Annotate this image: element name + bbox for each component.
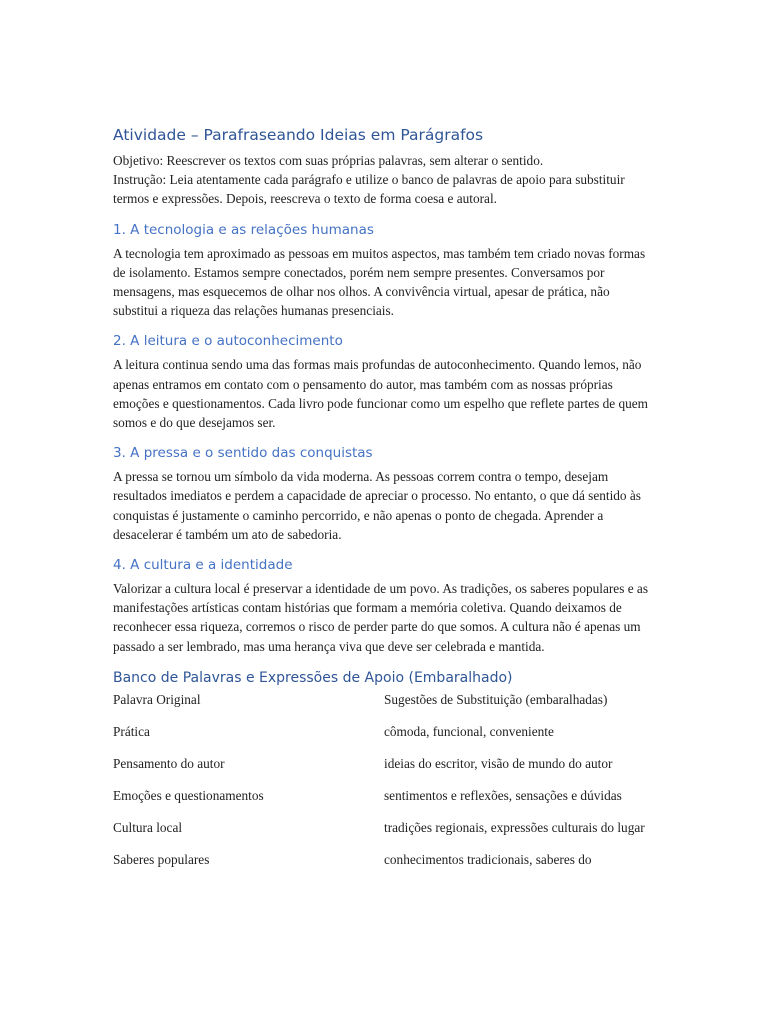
section-heading: 4. A cultura e a identidade [113, 557, 293, 574]
table-cell-suggestions: sentimentos e reflexões, sensações e dúvidas [384, 787, 622, 803]
table-row [113, 754, 658, 786]
section-heading: 1. A tecnologia e as relações humanas [113, 221, 374, 238]
section-paragraph: A pressa se tornou um símbolo da vida moderna. As pessoas correm contra o tempo, desejam resultados imediatos e perdem a capacidade de apreciar o processo. No entanto, o que dá sentido às conquistas é justamente o caminho percorrido, e não apenas o ponto de chegada. Aprender a desacelerar é também um ato de sabedoria. [113, 469, 641, 542]
section-paragraph: A tecnologia tem aproximado as pessoas em muitos aspectos, mas também tem criado novas formas de isolamento. Estamos sempre conectados, porém nem sempre presentes. Conversamos por mensagens, mas esquecemos de olhar nos olhos. A convivência virtual, apesar de prática, não substitui a riqueza das relações humanas presenciais. [113, 245, 646, 319]
table-cell-suggestions: ideias do escritor, visão de mundo do autor [384, 755, 613, 771]
word-bank-table [113, 690, 658, 882]
header-cell-original: Palavra Original [113, 691, 201, 707]
table-row [113, 818, 658, 850]
section-heading: 2. A leitura e o autoconhecimento [113, 333, 343, 350]
document-title: Atividade – Parafraseando Ideias em Parágrafos [113, 126, 484, 144]
intro-block [113, 151, 658, 209]
table-cell-original: Saberes populares [113, 851, 210, 867]
table-cell-suggestions: tradições regionais, expressões culturais do lugar [384, 819, 645, 835]
table-cell-original: Pensamento do autor [113, 755, 225, 771]
table-cell-original: Emoções e questionamentos [113, 787, 264, 803]
section-4 [113, 555, 658, 656]
objective-text: Objetivo: Reescrever os textos com suas próprias palavras, sem alterar o sentido. [113, 153, 544, 168]
word-bank-heading: Banco de Palavras e Expressões de Apoio (Embaralhado) [113, 669, 513, 686]
table-row [113, 786, 658, 818]
instruction-text: Instrução: Leia atentamente cada parágrafo e utilize o banco de palavras de apoio para substituir termos e expressões. Depois, reescreva o texto de forma coesa e autoral. [113, 172, 625, 207]
header-cell-suggestions: Sugestões de Substituição (embaralhadas) [384, 691, 608, 707]
section-3 [113, 443, 658, 544]
section-1 [113, 220, 658, 321]
table-header-row [113, 690, 658, 722]
table-cell-original: Cultura local [113, 819, 183, 835]
section-heading: 3. A pressa e o sentido das conquistas [113, 445, 373, 462]
table-row [113, 850, 658, 882]
table-cell-suggestions: conhecimentos tradicionais, saberes do [384, 851, 592, 867]
table-cell-suggestions: cômoda, funcional, conveniente [384, 723, 554, 739]
table-cell-original: Prática [113, 723, 150, 739]
section-paragraph: A leitura continua sendo uma das formas mais profundas de autoconhecimento. Quando lemos, não apenas entramos em contato com o pensamento do autor, mas também com as nossas próprias emoções e questionamentos. Cada livro pode funcionar como um espelho que reflete partes de quem somos e do que desejamos ser. [113, 357, 649, 431]
section-paragraph: Valorizar a cultura local é preservar a identidade de um povo. As tradições, os saberes populares e as manifestações artísticas contam histórias que formam a memória coletiva. Quando deixamos de reconhecer essa riqueza, corremos o risco de perder parte do que somos. A cultura não é apenas um passado a ser lembrado, mas uma herança viva que deve ser celebrada e mantida. [113, 581, 648, 654]
section-2 [113, 331, 658, 432]
table-row [113, 722, 658, 754]
